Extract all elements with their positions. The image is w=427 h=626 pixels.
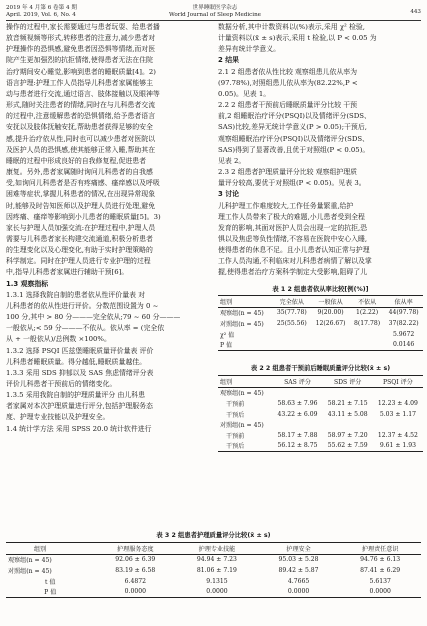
table-cell: 0.0000	[206, 588, 228, 596]
table-cell: 5.6137	[369, 577, 391, 585]
table-cell: 25(55.56)	[276, 319, 307, 327]
table1-header: 完全依从	[279, 298, 304, 306]
table-cell: 0.0000	[369, 588, 391, 596]
table-cell: 95.03 ± 5.28	[278, 556, 319, 564]
text-line: 工作人员沟通,不利临床对儿科患者病情了解以及掌	[218, 257, 372, 266]
text-line: SAS)比较,差异无统计学意义(P > 0.05);干预后,	[218, 123, 367, 132]
table1	[218, 295, 423, 351]
text-line: 1.3.2 选择 PSQI 匹兹堡睡眠质量评价量表 评价	[6, 346, 154, 355]
text-line: SAS)得到了显著改善,且优于对照组(P < 0.05)。	[218, 145, 370, 154]
table-cell: 观察组(n = 45)	[220, 390, 264, 398]
text-line: 发育的影响,其面对医护人员会出现一定的抗拒,恐	[218, 223, 368, 232]
text-line: 动与患者进行交流,通过语言、肢体接触以及眼神等	[6, 89, 160, 98]
table-cell: 观察组(n = 45)	[220, 310, 264, 318]
table-row	[6, 565, 421, 576]
table-cell: 对照组(n = 45)	[220, 422, 264, 430]
table-cell	[311, 329, 350, 340]
table-cell: 81.06 ± 7.19	[196, 566, 237, 574]
text-line: 2.1 2 组患者依从性比较 观察组患儿依从率为	[218, 67, 358, 76]
table-row	[218, 339, 423, 350]
text-line: (97.78%),对照组患儿依从率为(82.22%,P <	[218, 78, 358, 87]
table3-caption: 表 3 2 组患者护理质量评分比较(x̄ ± s)	[156, 532, 271, 539]
text-line: 1.3.1 选择我院自制的患者依从性评价量表 对	[6, 290, 146, 299]
text-line: 1.3 观察指标	[6, 279, 49, 288]
text-line: 儿科患者睡眠质量。得分越低,睡眠质量越佳。	[6, 357, 147, 366]
table2-header: SDS 评分	[334, 378, 362, 386]
journal-name	[130, 5, 300, 19]
table2-header-group: 组别	[220, 378, 233, 386]
table-cell: 58.17 ± 7.88	[277, 431, 318, 439]
text-line: 1.4 统计学方法 采用 SPSS 20.0 统计软件进行	[6, 424, 152, 433]
table1-header: 一般依从	[318, 298, 343, 306]
text-line: 使得患者的休息不足。且小儿患者认知正常与护理	[218, 246, 370, 255]
table-cell: 干预前	[226, 432, 245, 440]
table-cell: 83.19 ± 6.58	[115, 566, 156, 574]
text-line: 形式,随时关注患者的情绪,同时在与儿科患者交流	[6, 101, 156, 110]
text-line: 一般依从;< 59 分———不依从。依从率 = (完全依	[6, 324, 165, 333]
text-line: 2.2 2 组患者干预前后睡眠质量评分比较 干预	[218, 101, 358, 110]
table-cell: 94.76 ± 6.13	[360, 556, 401, 564]
table3-header: 护理专业技能	[198, 545, 236, 553]
table-cell: 12(26.67)	[315, 319, 346, 327]
text-line: 见表 2。	[218, 156, 246, 165]
table-row	[218, 419, 423, 430]
table-cell	[311, 339, 350, 350]
table-cell: 43.22 ± 6.09	[277, 410, 318, 418]
text-line: 儿科护理工作难度较大,工作任务量繁重,给护	[218, 201, 354, 210]
table-row	[218, 441, 423, 452]
table3-header: 护理安全	[286, 545, 311, 553]
table-cell: 干预后	[226, 443, 245, 451]
table-cell: 0.0146	[392, 341, 415, 349]
table-cell: 对照组(n = 45)	[220, 320, 264, 328]
text-line: 的生理变化以及心理变化,有助于实时护理策略的	[6, 246, 153, 255]
text-line: 语言护理:护理工作人员指导儿科患者家属能够主	[6, 78, 154, 87]
text-line: 观察组睡眠治疗评分(PSQI)以及情绪评分(SDS、	[218, 134, 370, 143]
journal-name-cn: 世界睡眠医学杂志	[192, 5, 238, 11]
table-cell	[373, 419, 423, 430]
table-row	[6, 576, 421, 587]
text-line: 1.3.3 采用 SDS 抑郁以及 SAS 焦虑情绪评分表	[6, 368, 154, 377]
table-cell: 56.12 ± 8.75	[277, 442, 318, 450]
table-cell: 12.23 ± 4.09	[377, 399, 418, 407]
text-line: 康复。另外,患者家属随时询问儿科患者的自我感	[6, 168, 153, 177]
table-cell: P 值	[44, 589, 57, 597]
table-cell: 12.37 ± 4.52	[377, 431, 418, 439]
text-line: 从 + 一般依从)/总例数 ×100%。	[6, 335, 111, 344]
text-line: 时,能够及时告知医师以及护理人员进行处理,避免	[6, 201, 156, 210]
text-line: 0.05)。见表 1。	[218, 89, 271, 98]
table-row	[6, 586, 421, 597]
table-cell	[350, 339, 384, 350]
table-cell: 55.62 ± 7.59	[327, 442, 368, 450]
text-line: 需要与儿科患者家长构建交流通道,积极分析患者	[6, 234, 153, 243]
table-cell	[272, 387, 322, 398]
right-text-column	[218, 22, 423, 279]
table-cell	[323, 419, 373, 430]
table-row	[218, 398, 423, 409]
table-cell: χ² 值	[220, 331, 235, 339]
text-line: 握,使得患者治疗方案科学制定大受影响,阻碍了儿	[218, 268, 368, 277]
text-line: 1.3.5 采用我院自制的护理质量评分 由儿科患	[6, 391, 146, 400]
table-cell	[272, 339, 311, 350]
text-line: 差异有统计学意义。	[218, 45, 281, 54]
table-cell: 干预前	[226, 400, 245, 408]
table-cell: 5.03 ± 1.17	[379, 410, 416, 418]
table1-header: 依从率	[394, 298, 413, 306]
table-cell: 6.4872	[124, 577, 146, 585]
table-row	[218, 307, 423, 318]
text-line: 及医护人员的恐惧感,使其能够正常入睡,帮助其在	[6, 145, 156, 154]
text-line: 惧以及焦虑等负性情绪,不容易在医院中安心入睡,	[218, 234, 368, 243]
text-line: 2.3 2 组患者护理质量评分比较 观察组护理质	[218, 168, 358, 177]
table3-header: 护理责任意识	[361, 545, 399, 553]
table-row	[218, 430, 423, 441]
table-cell: 9(20.00)	[317, 309, 344, 317]
table2-header: PSQI 评分	[382, 378, 413, 386]
text-line: 3 讨论	[218, 190, 239, 199]
table-cell: 1(2.22)	[355, 309, 379, 317]
table1-caption: 表 1 2 组患者依从率比较[例(%)]	[272, 286, 369, 293]
table3-header-group: 组别	[34, 545, 47, 553]
table-cell: 87.41 ± 6.29	[360, 566, 401, 574]
text-line: 治疗期间安心睡觉,影响到患者的睡眠质量[4]。2)	[6, 67, 156, 76]
text-line: 前,2 组睡眠治疗评分(PSQI)以及情绪评分(SDS、	[218, 112, 371, 121]
text-line: 的过程中,注意缓解患者的恐惧情绪,给予患者语言	[6, 112, 156, 121]
table2	[218, 375, 423, 452]
text-line: 量评分较高,要优于对照组(P < 0.05)。见表 3。	[218, 179, 366, 188]
table-cell: 37(82.22)	[388, 319, 419, 327]
table-cell: 35(77.78)	[276, 309, 307, 317]
issue-cn: 2019 年 4 月第 6 卷第 4 期	[6, 5, 77, 11]
table1-header-group: 组别	[220, 298, 233, 306]
table-cell: 89.42 ± 5.87	[278, 566, 319, 574]
text-line: 中,指导儿科患者家属进行辅助干预[6]。	[6, 268, 129, 277]
table-cell: 58.63 ± 7.96	[277, 399, 318, 407]
table-cell: 5.9672	[392, 330, 415, 338]
text-line: 安抚以及肢体抚触安抚,帮助患者获得足够的安全	[6, 123, 153, 132]
table-cell	[323, 387, 373, 398]
table-cell	[350, 329, 384, 340]
table2-header: SAS 评分	[284, 378, 311, 386]
text-line: 数据分析,其中计数资料以(%)表示,采用 χ² 检验,	[218, 23, 365, 31]
table-cell: 0.0000	[287, 588, 310, 596]
text-line: 2 结果	[218, 56, 239, 65]
table-cell: 92.06 ± 6.39	[115, 556, 156, 564]
table-cell: 9.61 ± 1.93	[379, 442, 416, 450]
table-cell: 4.7665	[287, 577, 310, 585]
text-line: 因疼痛、瘙痒等影响到小儿患者的睡眠质量[5]。3)	[6, 212, 161, 221]
table-cell: 干预后	[226, 411, 245, 419]
table-cell: 观察组(n = 45)	[8, 557, 52, 565]
text-line: 感,提升治疗依从性,同时也可以减少患者对医院以	[6, 134, 156, 143]
text-line: 受,如询问儿科患者是否有疼痛感、瘙痒感以及呼吸	[6, 179, 160, 188]
table-row	[6, 554, 421, 565]
table-row	[218, 387, 423, 398]
text-line: 100 分,其中 > 80 分———完全依从;79 ~ 60 分———	[6, 313, 181, 322]
table-cell	[272, 329, 311, 340]
text-line: 科学制定。同时在护理人员进行专业护理的过程	[6, 257, 151, 266]
table-cell: t 值	[45, 578, 56, 586]
table-row	[218, 409, 423, 420]
table-cell	[373, 387, 423, 398]
text-line: 者家属对本次护理质量进行评分,包括护理服务态	[6, 402, 153, 411]
text-line: 度、护理专业技能以及护理安全。	[6, 413, 110, 422]
table3	[6, 542, 421, 598]
page-number: 443	[410, 9, 421, 15]
table-cell: 58.21 ± 7.15	[327, 399, 368, 407]
left-text-column	[6, 22, 209, 435]
table-cell: 9.1315	[206, 577, 228, 585]
table1-header: 不依从	[357, 298, 377, 306]
table-row	[218, 329, 423, 340]
text-line: 家长与护理人员加强交流:在护理过程中,护理人员	[6, 223, 156, 232]
journal-name-en: World Journal of Sleep Medicine	[168, 12, 261, 18]
text-line: 放音频视频等形式,转移患者的注意力,减少患者对	[6, 34, 156, 43]
table-cell	[272, 419, 322, 430]
table-cell: 94.94 ± 7.23	[196, 556, 237, 564]
text-line: 理工作人员带来了极大的难题,小儿患者受到全程	[218, 212, 365, 221]
table2-caption: 表 2 2 组患者干预前后睡眠质量评分比较(x̄ ± s)	[250, 365, 391, 372]
table-cell: 0.0000	[124, 588, 146, 596]
text-line: 困难等症状,掌握儿科患者的情况,在出现异常现象	[6, 190, 156, 199]
table-cell: 8(17.78)	[354, 319, 381, 327]
table3-header: 护理服务态度	[117, 545, 154, 553]
text-line: 院产生更加强烈的抗拒情绪,使得患者无法在住院	[6, 56, 153, 65]
text-line: 评价儿科患者干预前后的情绪变化。	[6, 380, 117, 388]
text-line: 计量资料以(x̄ ± s)表示,采用 t 检验,以 P < 0.05 为	[218, 34, 377, 43]
header-rule	[6, 20, 421, 21]
table-cell: 对照组(n = 45)	[8, 567, 52, 575]
table-cell: P 值	[220, 342, 233, 350]
issue-en: April. 2019, Vol. 6, No. 4	[6, 12, 76, 18]
text-line: 睡眠的过程中形成良好的自我修复程,促进患者	[6, 156, 147, 165]
table-row	[218, 318, 423, 329]
text-line: 护理操作的恐惧感,避免患者因恐惧等情绪,而对医	[6, 45, 156, 54]
table-cell: 58.97 ± 7.20	[327, 431, 368, 439]
journal-issue-info	[6, 5, 77, 19]
table-cell: 43.11 ± 5.08	[327, 410, 368, 418]
text-line: 儿科患者的依从性进行评价。分数范围设置为 0 ~	[6, 301, 159, 310]
text-line: 操作的过程中,家长需要通过与患者玩耍、给患者播	[6, 23, 160, 31]
table-cell: 44(97.78)	[388, 309, 419, 317]
